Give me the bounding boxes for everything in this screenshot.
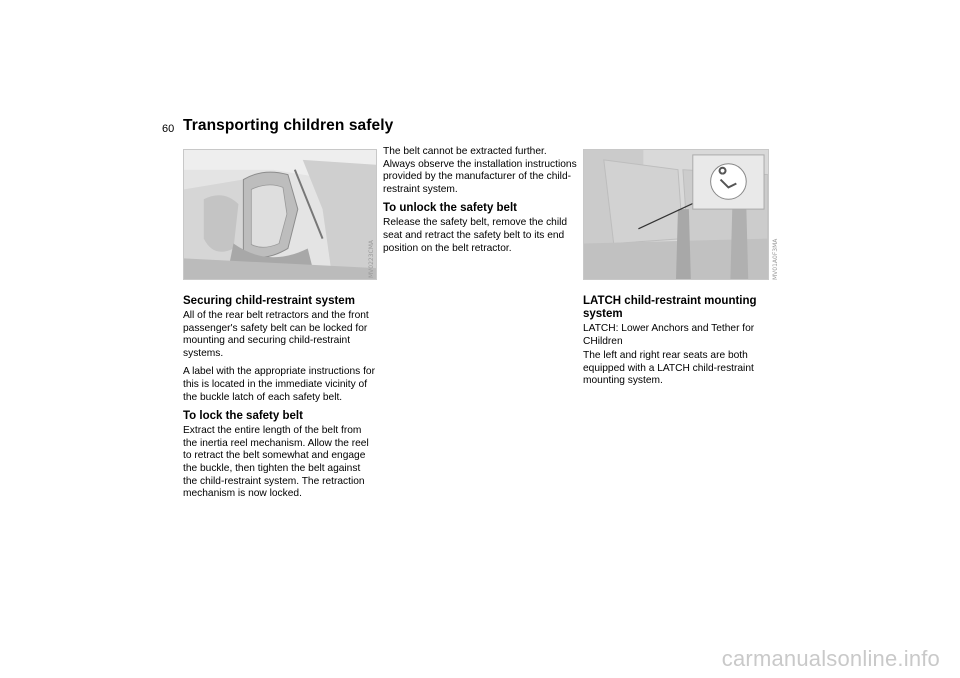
- figure-code-right: MV01A0F3MA: [772, 238, 779, 280]
- figure-code-left: MV0223CMA: [368, 239, 375, 278]
- paragraph: LATCH: Lower Anchors and Tether for CHildren: [583, 323, 755, 347]
- column-3: [583, 295, 771, 394]
- paragraph: The belt cannot be extracted further. Always observe the installation instructions provided by the manufacturer of the child-restraint system.: [383, 146, 577, 195]
- heading-unlock: To unlock the safety belt: [383, 202, 517, 215]
- column-1: [183, 295, 377, 507]
- child-seat-illustration: [183, 149, 377, 280]
- paragraph: Extract the entire length of the belt from the inertia reel mechanism. Allow the reel to retract the belt somewhat and engage the buckle, then tighten the belt against the child-restraint system. The retraction mechanism is now locked.: [183, 425, 369, 500]
- heading-lock: To lock the safety belt: [183, 410, 303, 423]
- watermark: carmanualsonline.info: [721, 646, 940, 671]
- page-title: Transporting children safely: [183, 117, 394, 134]
- latch-illustration: [583, 149, 769, 280]
- paragraph: The left and right rear seats are both equipped with a LATCH child-restraint mounting system.: [583, 350, 754, 387]
- paragraph: All of the rear belt retractors and the front passenger's safety belt can be locked for mounting and securing child-restraint systems.: [183, 310, 369, 359]
- heading-securing: Securing child-restraint system: [183, 295, 355, 307]
- paragraph: A label with the appropriate instructions for this is located in the immediate vicinity of the buckle latch of each safety belt.: [183, 366, 375, 403]
- paragraph: Release the safety belt, remove the child seat and retract the safety belt to its end position on the belt retractor.: [383, 217, 568, 254]
- heading-latch: LATCH child-restraint mounting system: [583, 295, 757, 320]
- page-number: 60: [162, 123, 175, 135]
- column-2: [383, 146, 577, 261]
